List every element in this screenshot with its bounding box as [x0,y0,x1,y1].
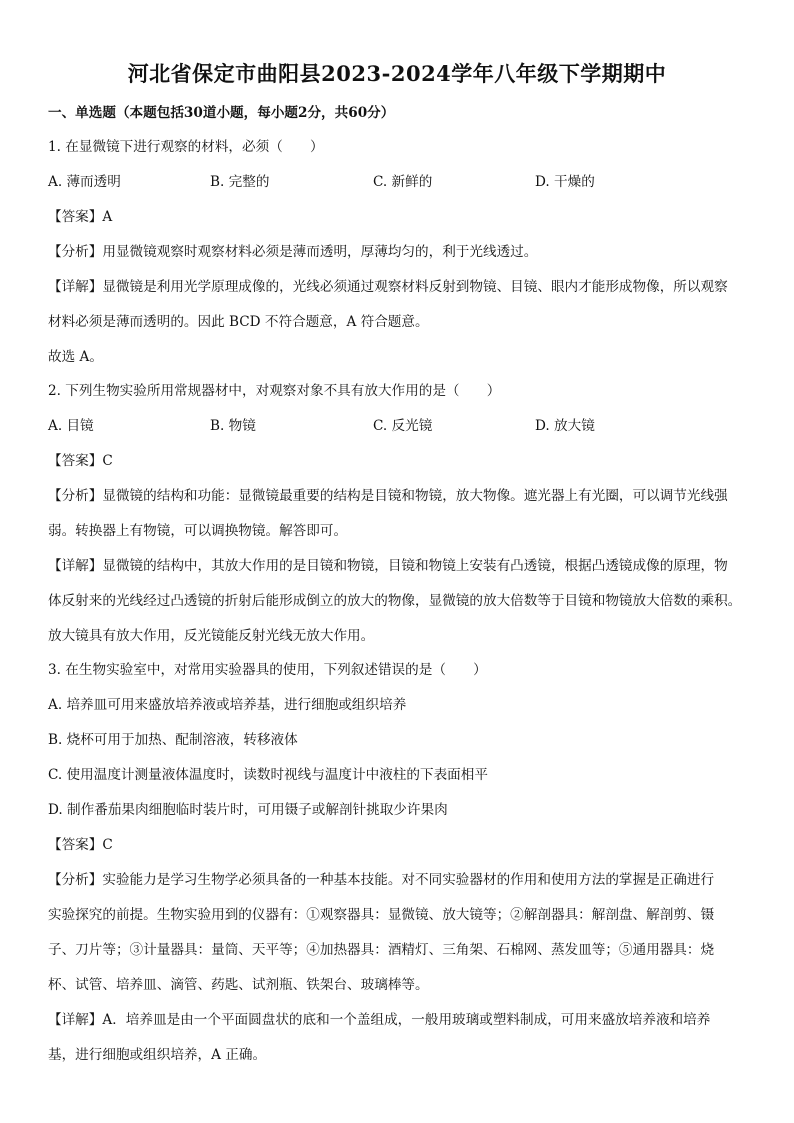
q2-detail-line-1: 【详解】显微镜的结构中，其放大作用的是目镜和物镜，目镜和物镜上安装有凸透镜，根据凸透镜成像的原理，物 [48,558,728,574]
q2-option-c: C. 反光镜 [373,418,433,434]
q1-option-a: A. 薄而透明 [48,174,121,190]
q1-detail-line-2: 材料必须是薄而透明的。因此 BCD 不符合题意，A 符合题意。 [48,314,429,330]
document-title: 河北省保定市曲阳县2023-2024学年八年级下学期期中 [127,61,667,86]
q2-answer: 【答案】C [48,453,113,469]
q2-detail-line-2: 体反射来的光线经过凸透镜的折射后能形成倒立的放大的物像，显微镜的放大倍数等于目镜和物镜放大倍数的乘积。 [48,593,742,609]
q2-option-a: A. 目镜 [48,418,94,434]
q3-option-d: D. 制作番茄果肉细胞临时装片时，可用镊子或解剖针挑取少许果肉 [48,802,448,818]
q2-option-d: D. 放大镜 [535,418,595,434]
q3-analysis-line-1: 【分析】实验能力是学习生物学必须具备的一种基本技能。对不同实验器材的作用和使用方法的掌握是正确进行 [48,872,715,888]
q1-analysis: 【分析】用显微镜观察时观察材料必须是薄而透明，厚薄均匀的，利于光线透过。 [48,244,538,260]
q2-detail-line-3: 放大镜具有放大作用，反光镜能反射光线无放大作用。 [48,628,375,644]
q2-analysis-line-1: 【分析】显微镜的结构和功能：显微镜最重要的结构是目镜和物镜，放大物像。遮光器上有光圈，可以调节光线强 [48,488,728,504]
q3-option-a: A. 培养皿可用来盛放培养液或培养基，进行细胞或组织培养 [48,697,407,713]
q3-detail-line-1: 【详解】A．培养皿是由一个平面圆盘状的底和一个盖组成，一般用玻璃或塑料制成，可用来盛放培养液和培养 [48,1012,711,1028]
q3-analysis-line-3: 子、刀片等；③计量器具：量筒、天平等；④加热器具：酒精灯、三角架、石棉网、蒸发皿等；⑤通用器具：烧 [48,942,715,958]
q3-stem: 3. 在生物实验室中，对常用实验器具的使用，下列叙述错误的是（ ） [48,662,487,678]
q1-answer: 【答案】A [48,209,113,225]
q2-analysis-line-2: 弱。转换器上有物镜，可以调换物镜。解答即可。 [48,523,348,539]
q1-conclusion: 故选 A。 [48,349,103,365]
q3-option-c: C. 使用温度计测量液体温度时，读数时视线与温度计中液柱的下表面相平 [48,767,488,783]
q3-analysis-line-4: 杯、试管、培养皿、滴管、药匙、试剂瓶、铁架台、玻璃棒等。 [48,977,429,993]
q2-stem: 2. 下列生物实验所用常规器材中，对观察对象不具有放大作用的是（ ） [48,383,501,399]
section-heading: 一、单选题（本题包括30道小题，每小题2分，共60分） [48,105,395,121]
q3-answer: 【答案】C [48,837,113,853]
q1-option-b: B. 完整的 [210,174,270,190]
q2-option-b: B. 物镜 [210,418,256,434]
q1-option-c: C. 新鲜的 [373,174,433,190]
q3-detail-line-2: 基，进行细胞或组织培养，A 正确。 [48,1047,267,1063]
q3-analysis-line-2: 实验探究的前提。生物实验用到的仪器有：①观察器具：显微镜、放大镜等；②解剖器具：解剖盘、解剖剪、镊 [48,907,715,923]
q3-option-b: B. 烧杯可用于加热、配制溶液，转移液体 [48,732,298,748]
q1-detail-line-1: 【详解】显微镜是利用光学原理成像的，光线必须通过观察材料反射到物镜、目镜、眼内才能形成物像，所以观察 [48,279,728,295]
q1-stem: 1. 在显微镜下进行观察的材料，必须（ ） [48,139,324,155]
q1-option-d: D. 干燥的 [535,174,595,190]
